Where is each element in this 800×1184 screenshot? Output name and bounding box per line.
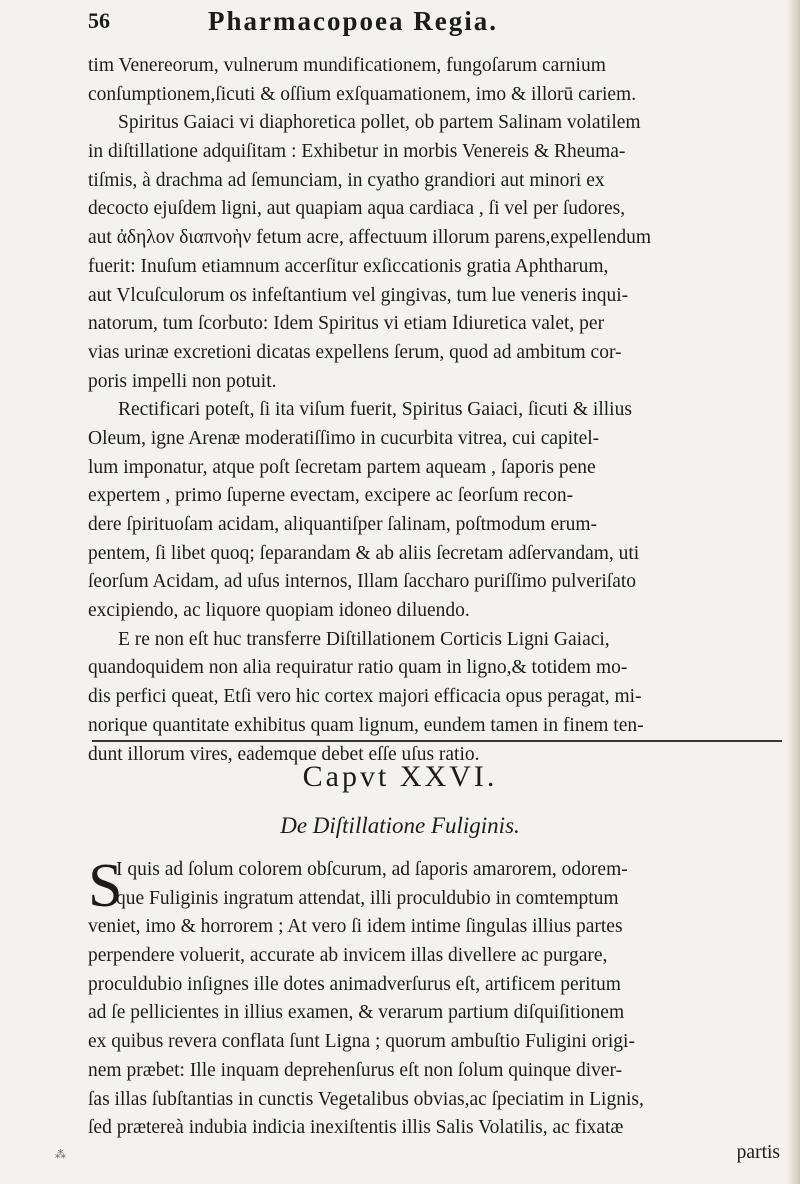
text-line: Rectificari poteſt, ſi ita viſum fuerit, Spiritus Gaiaci, ſicuti & illius <box>118 399 632 421</box>
text-line: expertem , primo ſuperne evectam, excipere ac ſeorſum recon- <box>88 485 574 507</box>
text-line: que Fuliginis ingratum attendat, illi proculdubio in comtemptum <box>116 887 619 909</box>
text-line: E re non eſt huc transferre Diſtillationem Corticis Ligni Gaiaci, <box>118 628 610 650</box>
text-line: I quis ad ſolum colorem obſcurum, ad ſaporis amarorem, odorem- <box>116 859 628 880</box>
text-line: dere ſpirituoſam acidam, aliquantiſper ſalinam, poſtmodum erum- <box>88 514 598 535</box>
page-number: 56 <box>88 8 110 33</box>
chapter-text <box>88 852 782 1143</box>
text-line: proculdubio inſignes ille dotes animadverſurus eſt, artificem peritum <box>88 973 621 995</box>
text-line: aut Vlcuſculorum os infeſtantium vel gingivas, tum lue veneris inqui- <box>88 284 629 306</box>
text-line: ſas illas ſubſtantias in cunctis Vegetalibus obvias,ac ſpeciatim in Lignis, <box>88 1088 644 1110</box>
text-line: ad ſe pellicientes in illius examen, & verarum partium diſquiſitionem <box>88 1002 625 1024</box>
text-line: in diſtillatione adquiſitam : Exhibetur in morbis Venereis & Rheuma- <box>88 141 626 163</box>
text-line: tiſmis, à drachma ad ſemunciam, in cyatho grandiori aut minori ex <box>88 169 605 191</box>
text-line: ſed prætereà indubia indicia inexiſtentis illis Salis Volatilis, ac fixatæ <box>88 1117 624 1139</box>
text-line: excipiendo, ac liquore quopiam idoneo diluendo. <box>88 600 470 622</box>
text-line: pentem, ſi libet quoq; ſeparandam & ab aliis ſecretam adſervandam, uti <box>88 542 640 564</box>
page-header <box>88 4 788 44</box>
text-line: vias urinæ excretioni dicatas expellens ſerum, quod ad ambitum cor- <box>88 341 622 363</box>
chapter-heading: Capvt XXVI. <box>302 760 498 793</box>
text-line: Spiritus Gaiaci vi diaphoretica pollet, ob partem Salinam volatilem <box>118 112 641 134</box>
text-line: fuerit: Inuſum etiamnum accerſitur exſiccationis gratia Aphtharum, <box>88 255 609 277</box>
text-line: ſeorſum Acidam, ad uſus internos, Illam ſaccharo puriſſimo pulveriſato <box>88 571 637 593</box>
text-line: conſumptionem,ſicuti & oſſium exſquamationem, imo & illorū cariem. <box>88 83 637 105</box>
chapter-subtitle: De Diſtillatione Fuliginis. <box>280 813 520 838</box>
text-line: Oleum, igne Arenæ moderatiſſimo in cucurbita vitrea, cui capitel- <box>88 427 600 449</box>
text-line: nem præbet: Ille inquam deprehenſurus eſt non ſolum quinque diver- <box>88 1059 623 1081</box>
text-line: dunt illorum vires, eademque debet eſſe uſus ratio. <box>88 743 480 765</box>
text-line: poris impelli non potuit. <box>88 370 277 392</box>
text-line: tim Venereorum, vulnerum mundificationem, fungoſarum carnium <box>88 55 606 76</box>
text-line: dis perfici queat, Etſi vero hic cortex majori efficacia opus peragat, mi- <box>88 686 642 708</box>
text-line: natorum, tum ſcorbuto: Idem Spiritus vi etiam Idiuretica valet, per <box>88 313 605 335</box>
text-line: veniet, imo & horrorem ; At vero ſi idem intime ſingulas illius partes <box>88 916 623 938</box>
text-line: quandoquidem non alia requiratur ratio quam in ligno,& totidem mo- <box>88 657 628 679</box>
text-line: decocto ejuſdem ligni, aut quapiam aqua cardiaca , ſi vel per ſudores, <box>88 198 626 220</box>
running-title: Pharmacopoea Regia. <box>208 6 498 36</box>
drop-cap: S <box>88 852 123 920</box>
text-line: norique quantitate exhibitus quam lignum, eundem tamen in finem ten- <box>88 714 644 736</box>
section-divider <box>92 740 782 742</box>
text-line: perpendere voluerit, accurate ab invicem illas divellere ac purgare, <box>88 945 608 967</box>
text-line: aut ἀδηλον διαπνοὴν fetum acre, affectuum illorum parens,expellendum <box>88 227 652 249</box>
scan-edge-shadow <box>786 0 800 1184</box>
text-line: ex quibus revera conflata ſunt Ligna ; quorum ambuſtio Fuligini origi- <box>88 1031 635 1053</box>
body-text <box>88 52 782 769</box>
ink-smudge: ⁂ <box>55 1149 66 1161</box>
text-line: lum imponatur, atque poſt ſecretam partem aqueam , ſaporis pene <box>88 456 596 478</box>
catchword: partis <box>736 1142 780 1163</box>
